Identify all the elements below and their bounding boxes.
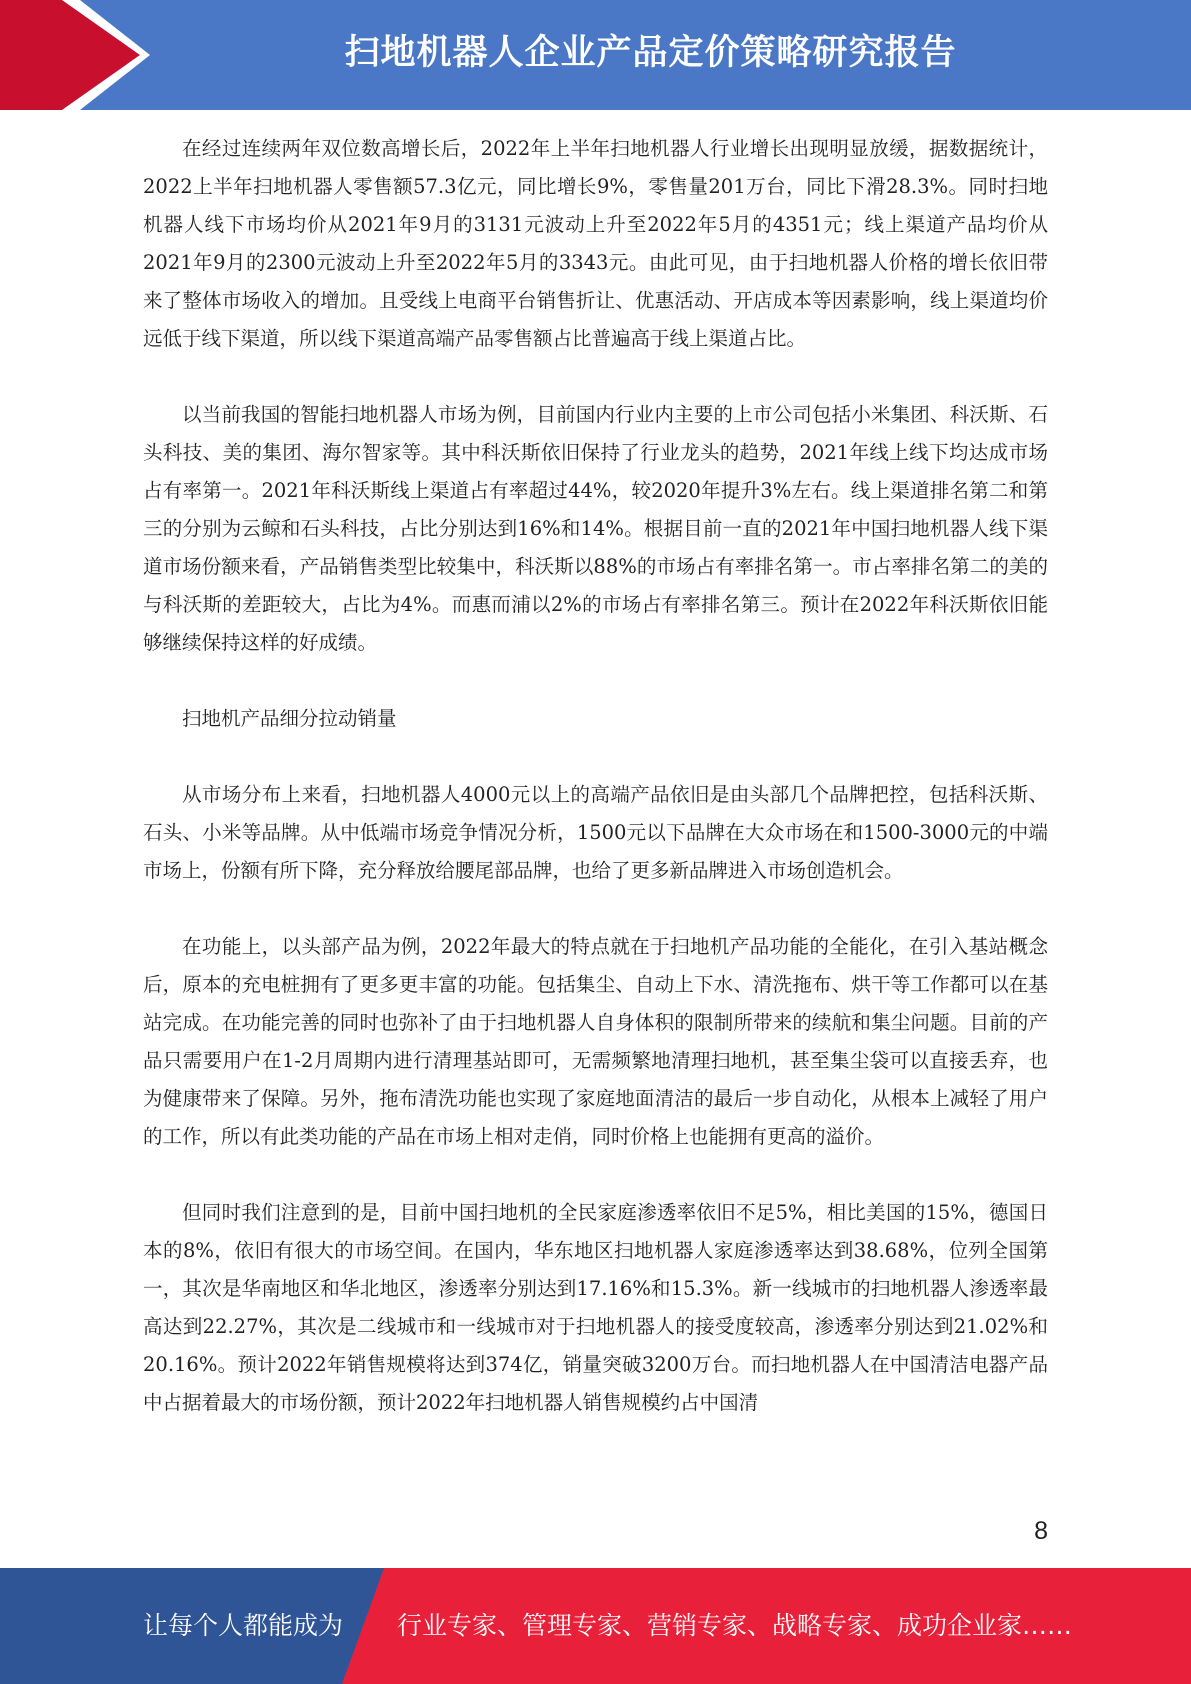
- report-title: 扫地机器人企业产品定价策略研究报告: [344, 33, 957, 73]
- footer-slogan-right: 行业专家、管理专家、营销专家、战略专家、成功企业家……: [397, 1611, 1073, 1640]
- footer-slogan-left: 让每个人都能成为: [143, 1611, 344, 1640]
- paragraph: 在功能上，以头部产品为例，2022年最大的特点就在于扫地机产品功能的全能化，在引入基站概念后，原本的充电桩拥有了更多更丰富的功能。包括集尘、自动上下水、清洗拖布、烘干等工作都可以在基站完成。在功能完善的同时也弥补了由于扫地机器人自身体积的限制所带来的续航和集尘问题。目前的产品只需要用户在1-2月周期内进行清理基站即可，无需频繁地清理扫地机，甚至集尘袋可以直接丢弃，也为健康带来了保障。另外，拖布清洗功能也实现了家庭地面清洁的最后一步自动化，从根本上减轻了用户的工作，所以有此类功能的产品在市场上相对走俏，同时价格上也能拥有更高的溢价。: [143, 935, 1048, 1148]
- page-number: 8: [1034, 1517, 1048, 1545]
- paragraph: 从市场分布上来看，扫地机器人4000元以上的高端产品依旧是由头部几个品牌把控，包括科沃斯、石头、小米等品牌。从中低端市场竞争情况分析，1500元以下品牌在大众市场在和1500-3000元的中端市场上，份额有所下降，充分释放给腰尾部品牌，也给了更多新品牌进入市场创造机会。: [143, 783, 1048, 882]
- paragraph: 在经过连续两年双位数高增长后，2022年上半年扫地机器人行业增长出现明显放缓，据数据统计，2022上半年扫地机器人零售额57.3亿元，同比增长9%，零售量201万台，同比下滑28.3%。同时扫地机器人线下市场均价从2021年9月的3131元波动上升至2022年5月的4351元；线上渠道产品均价从2021年9月的2300元波动上升至2022年5月的3343元。由此可见，由于扫地机器人价格的增长依旧带来了整体市场收入的增加。且受线上电商平台销售折让、优惠活动、开店成本等因素影响，线上渠道均价远低于线下渠道，所以线下渠道高端产品零售额占比普遍高于线上渠道占比。: [143, 137, 1048, 350]
- paragraph: 但同时我们注意到的是，目前中国扫地机的全民家庭渗透率依旧不足5%，相比美国的15%，德国日本的8%，依旧有很大的市场空间。在国内，华东地区扫地机器人家庭渗透率达到38.68%，位列全国第一，其次是华南地区和华北地区，渗透率分别达到17.16%和15.3%。新一线城市的扫地机器人渗透率最高达到22.27%，其次是二线城市和一线城市对于扫地机器人的接受度较高，渗透率分别达到21.02%和20.16%。预计2022年销售规模将达到374亿，销量突破3200万台。而扫地机器人在中国清洁电器产品中占据着最大的市场份额，预计2022年扫地机器人销售规模约占中国清: [143, 1201, 1048, 1414]
- section-heading: 扫地机产品细分拉动销量: [182, 707, 397, 730]
- paragraph: 以当前我国的智能扫地机器人市场为例，目前国内行业内主要的上市公司包括小米集团、科沃斯、石头科技、美的集团、海尔智家等。其中科沃斯依旧保持了行业龙头的趋势，2021年线上线下均达成市场占有率第一。2021年科沃斯线上渠道占有率超过44%，较2020年提升3%左右。线上渠道排名第二和第三的分别为云鲸和石头科技，占比分别达到16%和14%。根据目前一直的2021年中国扫地机器人线下渠道市场份额来看，产品销售类型比较集中，科沃斯以88%的市场占有率排名第一。市占率排名第二的美的与科沃斯的差距较大，占比为4%。而惠而浦以2%的市场占有率排名第三。预计在2022年科沃斯依旧能够继续保持这样的好成绩。: [143, 403, 1048, 654]
- page-footer: [0, 1568, 1191, 1684]
- document-body: [143, 130, 1048, 1460]
- page-header: [0, 0, 1191, 110]
